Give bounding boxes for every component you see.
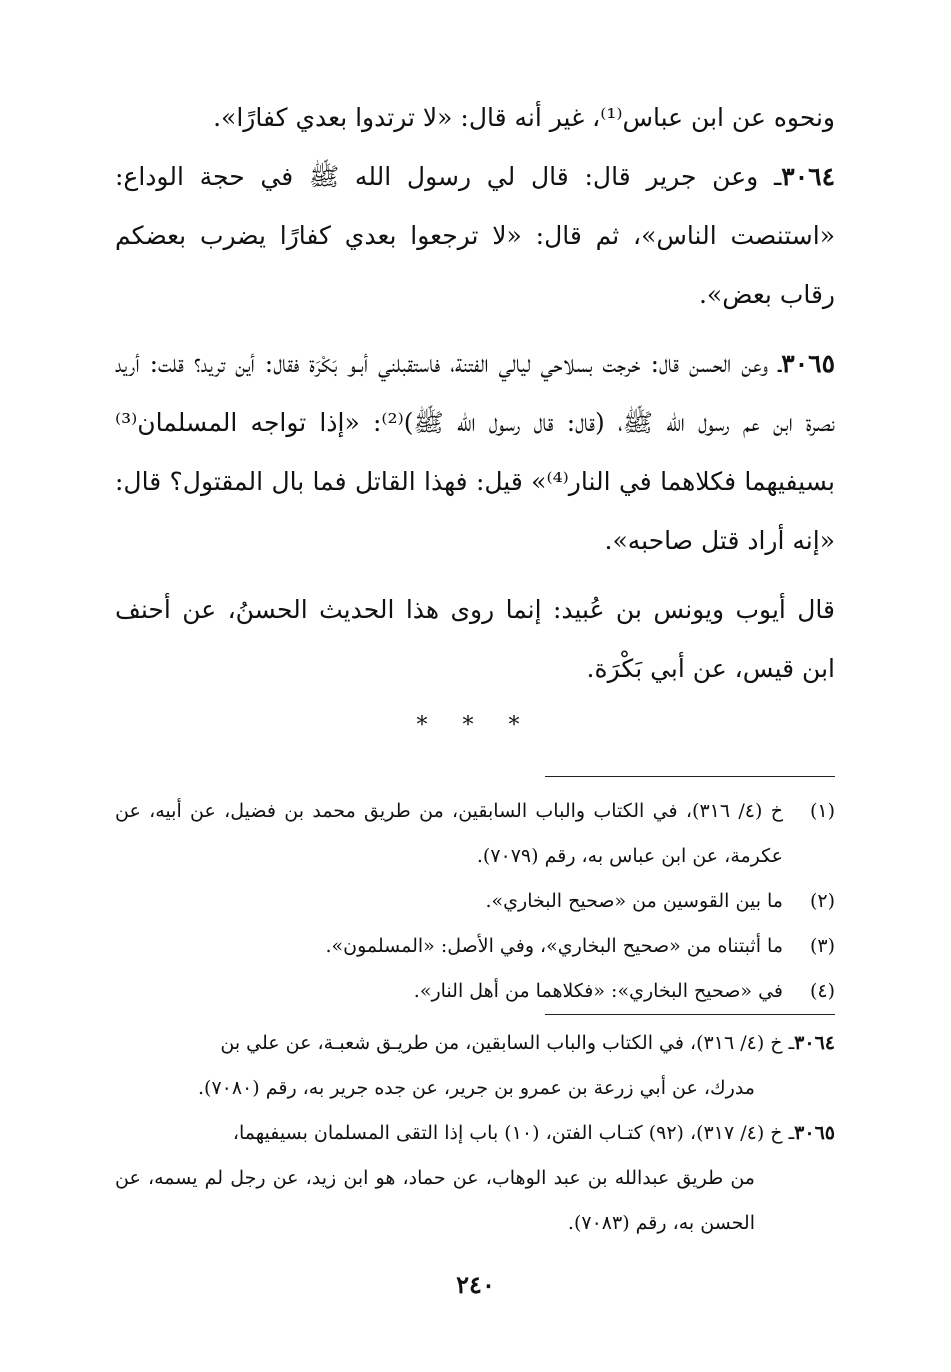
footnote-number: (٢) bbox=[809, 890, 835, 912]
reference-item bbox=[115, 1021, 835, 1111]
hadith-references bbox=[115, 1021, 835, 1246]
reference-separator bbox=[545, 1014, 835, 1015]
footnote-item bbox=[115, 879, 835, 924]
footnote-number: (١) bbox=[809, 800, 835, 822]
section-divider-stars: * * * bbox=[416, 713, 534, 738]
hadith-3065 bbox=[115, 334, 835, 570]
reference-text: ـ خ (٤/ ٣١٦)، في الكتاب والباب السابقين، من طريـق شعبـة، عن علي بن bbox=[220, 1032, 795, 1054]
page-content bbox=[115, 88, 835, 1246]
hadith-number: ٣٠٦٥ bbox=[781, 349, 835, 378]
footnote-item bbox=[115, 789, 835, 879]
footnote-separator bbox=[545, 776, 835, 777]
reference-text: ـ خ (٤/ ٣١٧)، (٩٢) كتـاب الفتن، (١٠) باب إذا التقى المسلمان بسيفيهما، bbox=[232, 1122, 795, 1144]
reference-continuation: من طريق عبدالله بن عبد الوهاب، عن حماد، هو ابن زيد، عن رجل لم يسمه، عن الحسن به، رقم (٧٠٨٣). bbox=[115, 1167, 755, 1234]
footnote-number: (٤) bbox=[809, 980, 835, 1002]
paragraph-ibn-abbas: ونحوه عن ابن عباس⁽¹⁾، غير أنه قال: «لا ترتدوا بعدي كفارًا». bbox=[213, 103, 835, 132]
footnote-number: (٣) bbox=[809, 935, 835, 957]
footnote-item bbox=[115, 924, 835, 969]
footnote-text: ما أثبتناه من «صحيح البخاري»، وفي الأصل: «المسلمون». bbox=[325, 935, 783, 957]
reference-number: ٣٠٦٤ bbox=[794, 1032, 835, 1054]
footnotes bbox=[115, 789, 835, 1014]
hadith-3064 bbox=[115, 147, 835, 324]
reference-item bbox=[115, 1111, 835, 1246]
hadith-text: ـ وعن جرير قال: قال لي رسول الله ﷺ في حجة الوداع: «استنصت الناس»، ثم قال: «لا ترجعوا بعدي كفارًا يضرب بعضكم رقاب بعض». bbox=[115, 162, 835, 309]
footnote-text: خ (٤/ ٣١٦)، في الكتاب والباب السابقين، من طريق محمد بن فضيل، عن أبيه، عن عكرمة، عن ابن عباس به، رقم (٧٠٧٩). bbox=[115, 800, 783, 867]
footnote-text: ما بين القوسين من «صحيح البخاري». bbox=[485, 890, 783, 912]
hadith-text: ـ وعن الحسن قال: خرجت بسلاحي ليالي الفتنة، فاستقبلني أبـو بَكْرَة فقال: أين تريد؟ قلت: أريد نصرة ابن عم رسول الله ﷺ، (قال: قال رسول الله ﷺ)⁽²⁾: «إذا تواجه المسلمان⁽³⁾ بسيفيهما فكلاهما في النار⁽⁴⁾» قيل: فهذا القاتل فما بال المقتول؟ قال: «إنه أراد قتل صاحبه». bbox=[115, 349, 835, 555]
reference-number: ٣٠٦٥ bbox=[794, 1122, 835, 1144]
page-number: ٢٤٠ bbox=[456, 1270, 495, 1299]
footnote-item bbox=[115, 969, 835, 1014]
footnote-text: في «صحيح البخاري»: «فكلاهما من أهل النار». bbox=[413, 980, 783, 1002]
reference-continuation: مدرك، عن أبي زرعة بن عمرو بن جرير، عن جده جرير به، رقم (٧٠٨٠). bbox=[197, 1077, 755, 1099]
hadith-number: ٣٠٦٤ bbox=[781, 162, 835, 191]
paragraph-ayyub: قال أيوب ويونس بن عُبيد: إنما روى هذا الحديث الحسنُ، عن أحنف ابن قيس، عن أبي بَكْرَة. bbox=[115, 595, 835, 683]
